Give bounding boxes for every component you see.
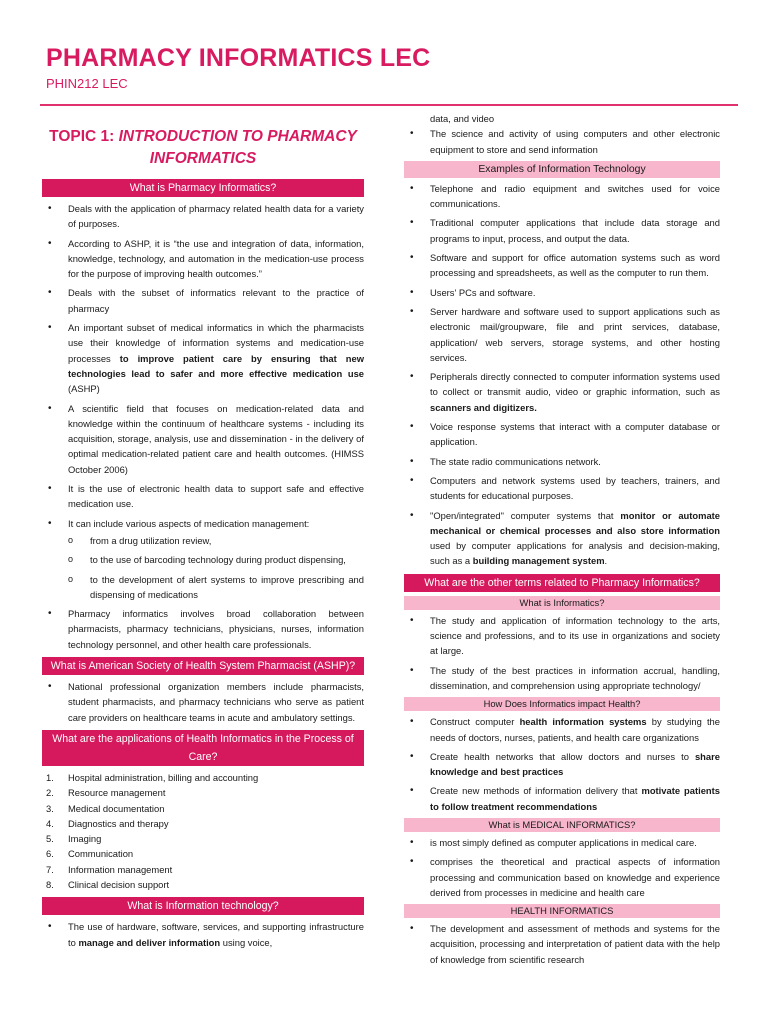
item-number: 5. bbox=[46, 833, 54, 845]
bold-text: monitor or automate mechanical or chemical processes and also store information bbox=[430, 509, 721, 536]
text-span: Create new methods of information delivery that bbox=[430, 785, 642, 797]
item-number: 7. bbox=[46, 863, 54, 875]
list-item: • The study of the best practices in information accrual, handling, dissemination, and comprehension using appropriate technology/ bbox=[404, 663, 720, 694]
section-heading-applications: What are the applications of Health Informatics in the Process of Care? bbox=[42, 730, 364, 766]
ashp-list bbox=[42, 679, 364, 725]
right-column bbox=[404, 111, 720, 971]
bold-text: scanners and digitizers. bbox=[430, 401, 537, 413]
item-number: 2. bbox=[46, 787, 54, 799]
bold-text: share knowledge and best practices bbox=[430, 750, 720, 778]
item-number: 3. bbox=[46, 802, 54, 814]
sub-list-item: o to the development of alert systems to improve prescribing and dispensing of medications bbox=[68, 572, 364, 603]
text-span: Construct computer bbox=[430, 716, 520, 728]
item-text: Resource management bbox=[68, 787, 166, 799]
section-heading-ashp: What is American Society of Health System Pharmacist (ASHP)? bbox=[42, 657, 364, 675]
item-number: 1. bbox=[46, 771, 54, 783]
bold-text: to improve patient care by ensuring that new technologies lead to safer and more effective medication use bbox=[68, 352, 364, 379]
text-span: It can include various aspects of medication management: bbox=[68, 517, 310, 529]
item-number: 4. bbox=[46, 817, 54, 829]
topic-title: INTRODUCTION TO PHARMACY INFORMATICS bbox=[118, 128, 357, 167]
list-item: • According to ASHP, it is “the use and integration of data, information, knowledge, technology, and automation in the medication-use process for the purpose of improving health outcomes.” bbox=[42, 236, 364, 282]
section-heading-information-technology: What is Information technology? bbox=[42, 897, 364, 915]
list-item bbox=[42, 320, 364, 396]
bold-text: motivate patients to follow treatment recommendations bbox=[430, 785, 720, 812]
item-text: Clinical decision support bbox=[68, 878, 170, 890]
numbered-item bbox=[42, 770, 364, 785]
item-text: Imaging bbox=[68, 833, 102, 845]
text-span: Create health networks that allow doctors and nurses to bbox=[430, 750, 695, 762]
continued-text: data, and video bbox=[430, 113, 495, 124]
page-header bbox=[46, 44, 746, 91]
text-span: An important subset of medical informatics in which the pharmacists use their knowledge of information systems and medication-use processes bbox=[68, 322, 364, 364]
topic-prefix: TOPIC 1: bbox=[49, 128, 119, 145]
item-text: Diagnostics and therapy bbox=[68, 817, 169, 829]
list-item: • Pharmacy informatics involves broad collaboration between pharmacists, pharmacy technicians, physicians, nurses, information technology personnel, and other health care professionals. bbox=[42, 606, 364, 652]
list-item: • The science and activity of using computers and other electronic equipment to store and send information bbox=[404, 126, 720, 157]
text-span: Peripherals directly connected to computer information systems used to collect or transmit audio, video or graphic information, such as bbox=[430, 371, 720, 398]
applications-list bbox=[42, 770, 364, 892]
text-span: "Open/integrated" computer systems that bbox=[430, 509, 621, 521]
page-title: PHARMACY INFORMATICS LEC bbox=[46, 44, 431, 72]
subheading-health-informatics: HEALTH INFORMATICS bbox=[404, 904, 720, 918]
header-divider bbox=[40, 104, 738, 106]
list-item bbox=[42, 919, 364, 950]
sub-list-item: o to the use of barcoding technology during product dispensing, bbox=[68, 552, 364, 567]
numbered-item bbox=[42, 877, 364, 892]
bold-text: manage and deliver information bbox=[78, 936, 221, 948]
subheading-medical-informatics: What is MEDICAL INFORMATICS? bbox=[404, 818, 720, 832]
examples-it-list bbox=[404, 181, 720, 569]
health-informatics-list bbox=[404, 921, 720, 967]
bold-text: building management system bbox=[472, 555, 605, 567]
list-item: • Telephone and radio equipment and switches used for voice communications. bbox=[404, 181, 720, 212]
list-item bbox=[404, 714, 720, 745]
item-number: 8. bbox=[46, 878, 54, 890]
sub-list-item: o from a drug utilization review, bbox=[68, 533, 364, 548]
list-item bbox=[404, 508, 720, 569]
medical-informatics-list bbox=[404, 835, 720, 900]
list-item: • Computers and network systems used by teachers, trainers, and students for educational purposes. bbox=[404, 473, 720, 504]
section-heading-pharmacy-informatics: What is Pharmacy Informatics? bbox=[42, 179, 364, 197]
list-item: • Traditional computer applications that include data storage and programs to input, process, and output the data. bbox=[404, 215, 720, 246]
medication-management-sublist bbox=[68, 533, 364, 602]
list-item: • Server hardware and software used to support applications such as electronic mail/groupware, file and print services, database, application/ web servers, storage systems, and other hosting services. bbox=[404, 304, 720, 365]
section-heading-other-terms: What are the other terms related to Pharmacy Informatics? bbox=[404, 574, 720, 592]
item-text: Information management bbox=[68, 863, 173, 875]
list-item: • Deals with the application of pharmacy related health data for a variety of purposes. bbox=[42, 201, 364, 232]
list-item: • A scientific field that focuses on medication-related data and knowledge within the continuum of healthcare systems - including its acquisition, storage, analysis, use and dissemination - in the delivery of optimal medication-related patient care and health outcomes. (HIMSS October 2006) bbox=[42, 401, 364, 477]
text-span: The use of hardware, software, services, and supporting infrastructure to bbox=[68, 921, 364, 948]
course-code: PHIN212 LEC bbox=[46, 76, 128, 91]
numbered-item bbox=[42, 846, 364, 861]
subheading-informatics-impact: How Does Informatics impact Health? bbox=[404, 697, 720, 711]
information-technology-list-continued bbox=[404, 126, 720, 157]
bold-text: health information systems bbox=[519, 716, 647, 728]
informatics-impact-list bbox=[404, 714, 720, 814]
item-text: Communication bbox=[68, 848, 134, 860]
section-heading-examples-it: Examples of Information Technology bbox=[404, 161, 720, 178]
list-item bbox=[404, 783, 720, 814]
list-item: • Users' PCs and software. bbox=[404, 285, 720, 300]
text-span: used by computer applications for analysis and decision-making, such as a bbox=[430, 540, 720, 567]
numbered-item bbox=[42, 831, 364, 846]
item-text: Medical documentation bbox=[68, 802, 165, 814]
numbered-item bbox=[42, 801, 364, 816]
text-span: by studying the needs of doctors, nurses, patients, and health care organizations bbox=[430, 716, 720, 743]
list-item bbox=[404, 369, 720, 415]
information-technology-list bbox=[42, 919, 364, 950]
list-item: • Deals with the subset of informatics relevant to the practice of pharmacy bbox=[42, 285, 364, 316]
left-column bbox=[42, 118, 364, 954]
numbered-item bbox=[42, 862, 364, 877]
list-item: • is most simply defined as computer applications in medical care. bbox=[404, 835, 720, 850]
list-item: • comprises the theoretical and practical aspects of information processing and communication based on knowledge and experience derived from processes in medicine and health care bbox=[404, 854, 720, 900]
numbered-item bbox=[42, 816, 364, 831]
list-item: • National professional organization members include pharmacists, student pharmacists, and pharmacy technicians who serve as patient care providers on healthcare teams in acute and ambulatory settings. bbox=[42, 679, 364, 725]
list-item: • Software and support for office automation systems such as word processing and spreadsheets, as well as the computer to run them. bbox=[404, 250, 720, 281]
item-text: Hospital administration, billing and accounting bbox=[68, 771, 259, 783]
topic-heading bbox=[42, 126, 364, 170]
list-item bbox=[42, 516, 364, 602]
pharmacy-informatics-list bbox=[42, 201, 364, 652]
list-item: • The development and assessment of methods and systems for the acquisition, processing and interpretation of patient data with the help of knowledge from scientific research bbox=[404, 921, 720, 967]
list-item: • Voice response systems that interact with a computer database or application. bbox=[404, 419, 720, 450]
list-item: • The study and application of information technology to the arts, science and professions, and to its use in organizations and society at large. bbox=[404, 613, 720, 659]
list-item: • It is the use of electronic health data to support safe and effective medication use. bbox=[42, 481, 364, 512]
list-item bbox=[404, 749, 720, 780]
subheading-informatics: What is Informatics? bbox=[404, 596, 720, 610]
item-number: 6. bbox=[46, 848, 54, 860]
text-span: (ASHP) bbox=[68, 383, 100, 395]
list-item: • The state radio communications network. bbox=[404, 454, 720, 469]
text-span: . bbox=[604, 555, 608, 567]
text-span: using voice, bbox=[220, 936, 273, 948]
numbered-item bbox=[42, 785, 364, 800]
informatics-list bbox=[404, 613, 720, 693]
